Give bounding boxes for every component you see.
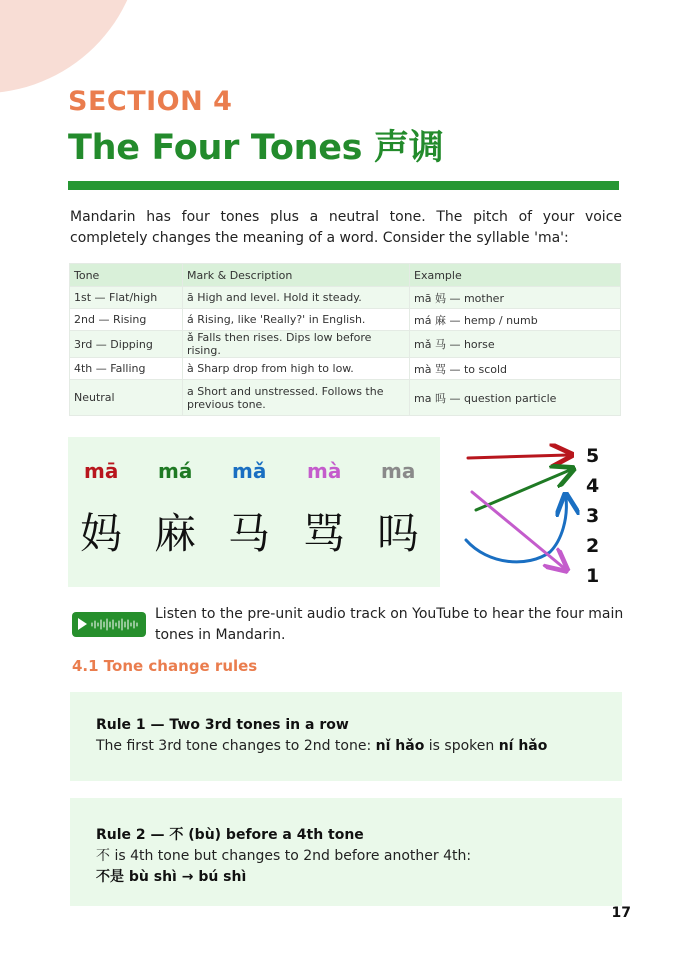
table-row <box>70 380 621 416</box>
audio-instructions: Listen to the pre-unit audio track on YouTube to hear the four main tones in Mandarin. <box>155 606 624 643</box>
title-divider <box>68 181 619 190</box>
table-cell: mà 骂 — to scold <box>410 358 621 380</box>
pinyin-ma1: mā <box>84 459 119 483</box>
table-cell: 1st — Flat/high <box>70 287 183 309</box>
table-cell: á Rising, like 'Really?' in English. <box>183 309 410 331</box>
table-cell: a Short and unstressed. Follows the previous tone. <box>183 380 410 416</box>
intro-paragraph: Mandarin has four tones plus a neutral tone. The pitch of your voice completely changes the meaning of a word. Consider the syllable 'ma': <box>70 209 622 246</box>
subsection-heading: 4.1 Tone change rules <box>72 657 258 675</box>
pinyin-ma2: má <box>158 459 193 483</box>
hanzi-ma-neutral: 吗 <box>377 509 420 558</box>
decorative-corner-blob <box>0 0 163 99</box>
rule-explanation: 不 is 4th tone but changes to 2nd before another 4th: <box>96 848 472 864</box>
audio-play-button[interactable] <box>72 612 146 637</box>
rule-title: Rule 1 — Two 3rd tones in a row <box>96 717 349 733</box>
table-cell: 4th — Falling <box>70 358 183 380</box>
table-header-cell: Mark & Description <box>183 264 410 287</box>
table-row <box>70 331 621 358</box>
rule-explanation <box>96 738 547 754</box>
tone2-line <box>476 470 570 510</box>
table-cell: mā 妈 — mother <box>410 287 621 309</box>
rule-example: ní hǎo <box>498 738 548 754</box>
rule-text: The first 3rd tone changes to 2nd tone: <box>96 738 376 754</box>
play-icon <box>78 618 87 630</box>
table-cell: ǎ Falls then rises. Dips low before rising. <box>183 331 410 358</box>
table-cell: ma 吗 — question particle <box>410 380 621 416</box>
table-row <box>70 358 621 380</box>
hanzi-ma3: 马 <box>228 509 271 558</box>
table-cell: à Sharp drop from high to low. <box>183 358 410 380</box>
rule-card-2 <box>70 798 622 906</box>
table-row <box>70 287 621 309</box>
table-cell: Neutral <box>70 380 183 416</box>
page-title: The Four Tones 声调 <box>68 128 444 168</box>
table-cell: mǎ 马 — horse <box>410 331 621 358</box>
page-number: 17 <box>611 905 631 921</box>
rule-text: is spoken <box>424 738 499 754</box>
tone-pitch-diagram <box>458 440 608 590</box>
pitch-scale-label: 2 <box>586 535 600 557</box>
waveform-icon <box>91 618 141 631</box>
table-cell: 2nd — Rising <box>70 309 183 331</box>
table-header-row <box>70 264 621 287</box>
pinyin-ma3: mǎ <box>232 459 267 483</box>
tone1-line <box>468 455 568 458</box>
rule-card-1 <box>70 692 622 781</box>
rule-example: nǐ hǎo <box>375 738 425 754</box>
table-header-cell: Tone <box>70 264 183 287</box>
pinyin-ma-neutral: ma <box>381 459 416 483</box>
hanzi-ma1: 妈 <box>80 509 123 558</box>
hanzi-ma2: 麻 <box>154 509 197 558</box>
rule-title: Rule 2 — 不 (bù) before a 4th tone <box>96 827 364 843</box>
table-cell: 3rd — Dipping <box>70 331 183 358</box>
rule-example: 不是 bù shì → bú shì <box>96 869 247 885</box>
tones-table <box>69 263 621 416</box>
table-header-cell: Example <box>410 264 621 287</box>
pitch-scale-label: 5 <box>586 445 600 467</box>
pitch-scale-label: 3 <box>586 505 600 527</box>
hanzi-ma4: 骂 <box>303 509 346 558</box>
pitch-scale-label: 4 <box>586 475 600 497</box>
table-cell: má 麻 — hemp / numb <box>410 309 621 331</box>
table-row <box>70 309 621 331</box>
table-cell: ā High and level. Hold it steady. <box>183 287 410 309</box>
pitch-scale-label: 1 <box>586 565 600 587</box>
section-label: SECTION 4 <box>68 86 233 117</box>
pinyin-ma4: mà <box>307 459 342 483</box>
